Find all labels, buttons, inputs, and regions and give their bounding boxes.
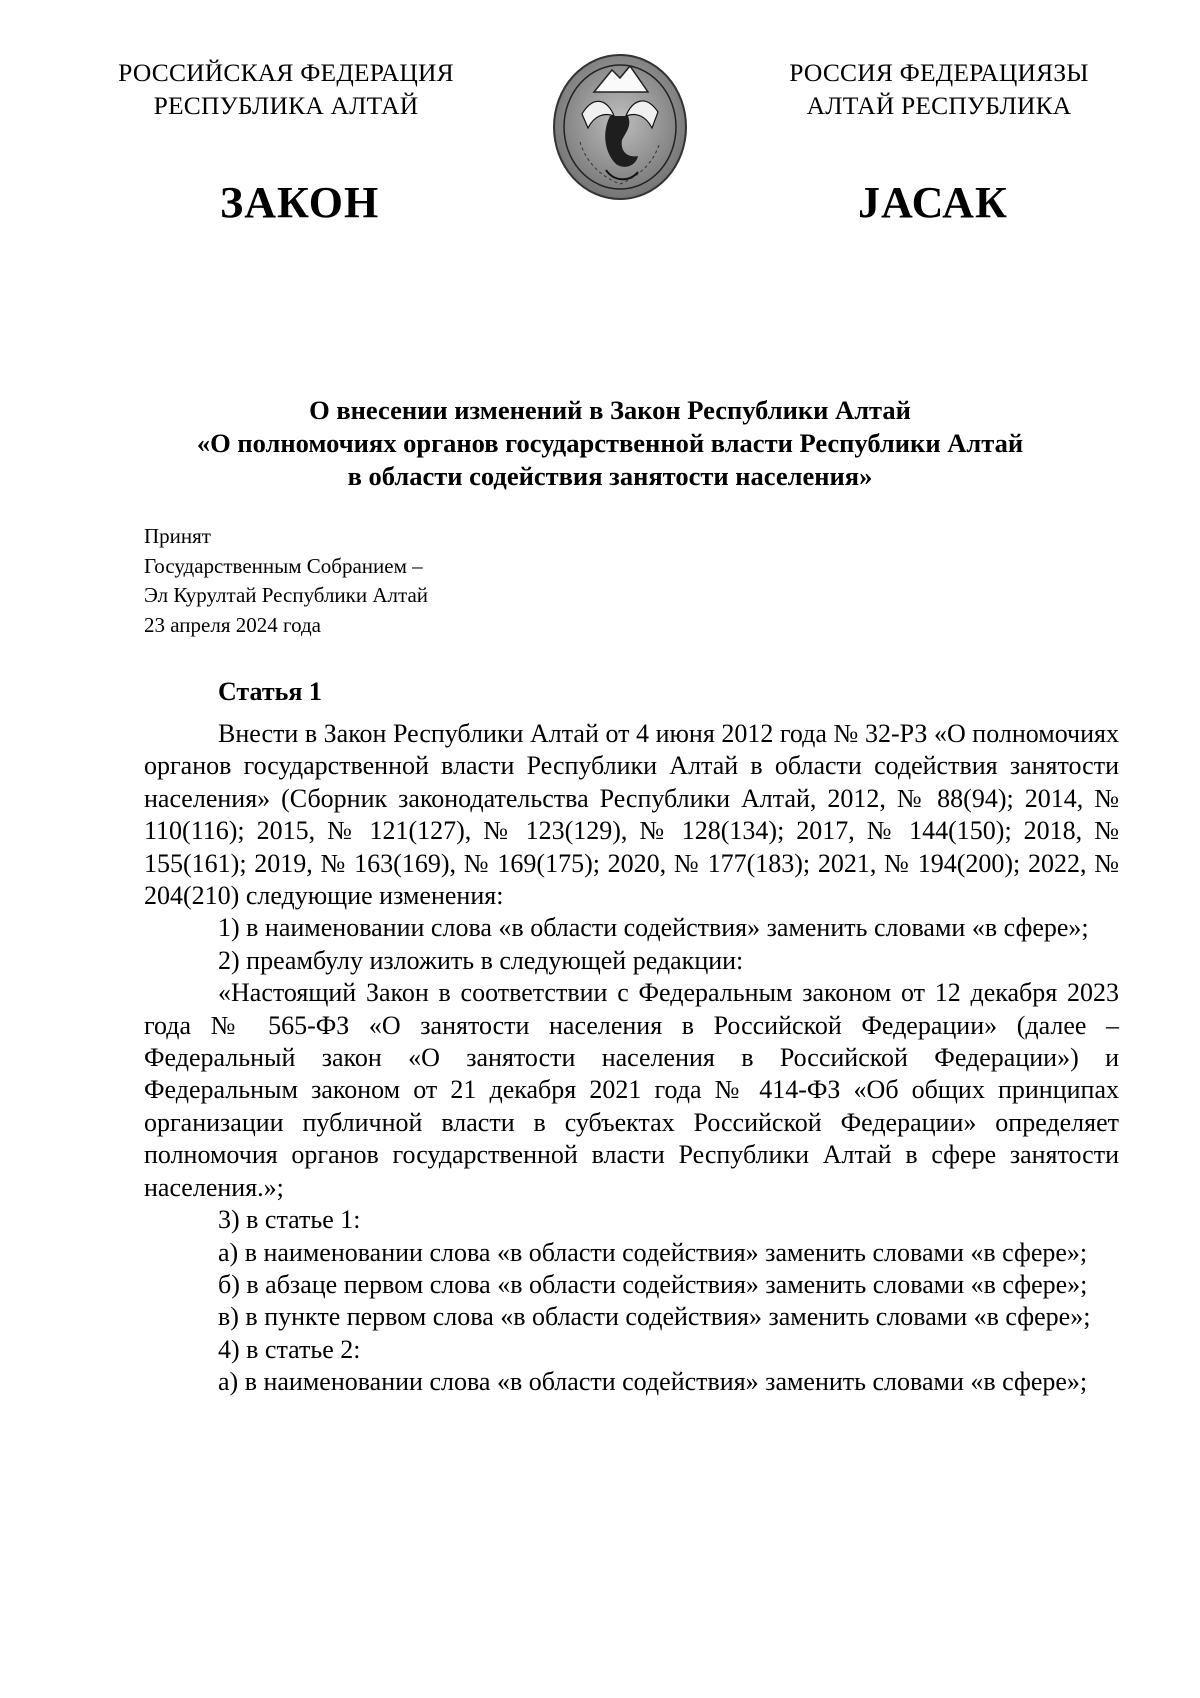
article-paragraph: «Настоящий Закон в соответствии с Федеральным законом от 12 декабря 2023 года № 565-ФЗ «О занятости населения в Российской Федерации» (далее – Федеральный закон «О занятости населения в Российской Федерации») и Федеральным законом от 21 декабря 2021 года № 414-ФЗ «Об общих принципах организации публичной власти в субъектах Российской Федерации» определяет полномочия органов государственной власти Республики Алтай в сфере занятости населения.»; bbox=[144, 978, 1119, 1202]
adopted-date: 23 апреля 2024 года bbox=[144, 612, 321, 637]
header-left-line1: РОССИЙСКАЯ ФЕДЕРАЦИЯ bbox=[118, 58, 454, 87]
article-paragraph: а) в наименовании слова «в области содействия» заменить словами «в сфере»; bbox=[218, 1237, 1088, 1267]
article-paragraph: б) в абзаце первом слова «в области содействия» заменить словами «в сфере»; bbox=[218, 1269, 1088, 1299]
article-paragraph: 1) в наименовании слова «в области содействия» заменить словами «в сфере»; bbox=[218, 913, 1089, 943]
law-title bbox=[140, 394, 1080, 493]
law-word-altai: JАСАК bbox=[858, 178, 1008, 227]
article-paragraph: 2) преамбулу изложить в следующей редакции: bbox=[218, 945, 744, 975]
header-right-line2: АЛТАЙ РЕСПУБЛИКА bbox=[806, 91, 1072, 120]
article-heading: Статья 1 bbox=[218, 677, 322, 706]
adopted-line2: Государственным Собранием – bbox=[144, 553, 423, 578]
title-line1: О внесении изменений в Закон Республики Алтай bbox=[309, 395, 911, 425]
article-paragraph: Внести в Закон Республики Алтай от 4 июня 2012 года № 32-РЗ «О полномочиях органов государственной власти Республики Алтай в области содействия занятости населения» (Сборник законодательства Республики Алтай, 2012, № 88(94); 2014, № 110(116); 2015, № 121(127), № 123(129), № 128(134); 2017, № 144(150); 2018, № 155(161); 2019, № 163(169), № 169(175); 2020, № 177(183); 2021, № 194(200); 2022, № 204(210) следующие изменения: bbox=[144, 719, 1119, 911]
header-left bbox=[92, 56, 480, 122]
title-line2: «О полномочиях органов государственной власти Республики Алтай bbox=[196, 428, 1024, 458]
adopted-line1: Принят bbox=[144, 524, 211, 548]
header-right-line1: РОССИЯ ФЕДЕРАЦИЯЗЫ bbox=[789, 58, 1089, 87]
article-body bbox=[144, 718, 1119, 1399]
header-right bbox=[758, 56, 1120, 122]
adoption-block bbox=[144, 522, 428, 640]
law-word-russian: ЗАКОН bbox=[220, 178, 380, 227]
header-left-line2: РЕСПУБЛИКА АЛТАЙ bbox=[153, 91, 419, 120]
adopted-line3: Эл Курултай Республики Алтай bbox=[144, 583, 429, 607]
title-line3: в области содействия занятости населения» bbox=[347, 461, 873, 491]
article-paragraph: 3) в статье 1: bbox=[218, 1205, 361, 1235]
coat-of-arms-emblem-icon bbox=[550, 52, 690, 202]
article-paragraph: в) в пункте первом слова «в области содействия» заменить словами «в сфере»; bbox=[218, 1302, 1091, 1332]
article-paragraph: 4) в статье 2: bbox=[218, 1334, 361, 1364]
article-paragraph: а) в наименовании слова «в области содействия» заменить словами «в сфере»; bbox=[218, 1367, 1088, 1397]
